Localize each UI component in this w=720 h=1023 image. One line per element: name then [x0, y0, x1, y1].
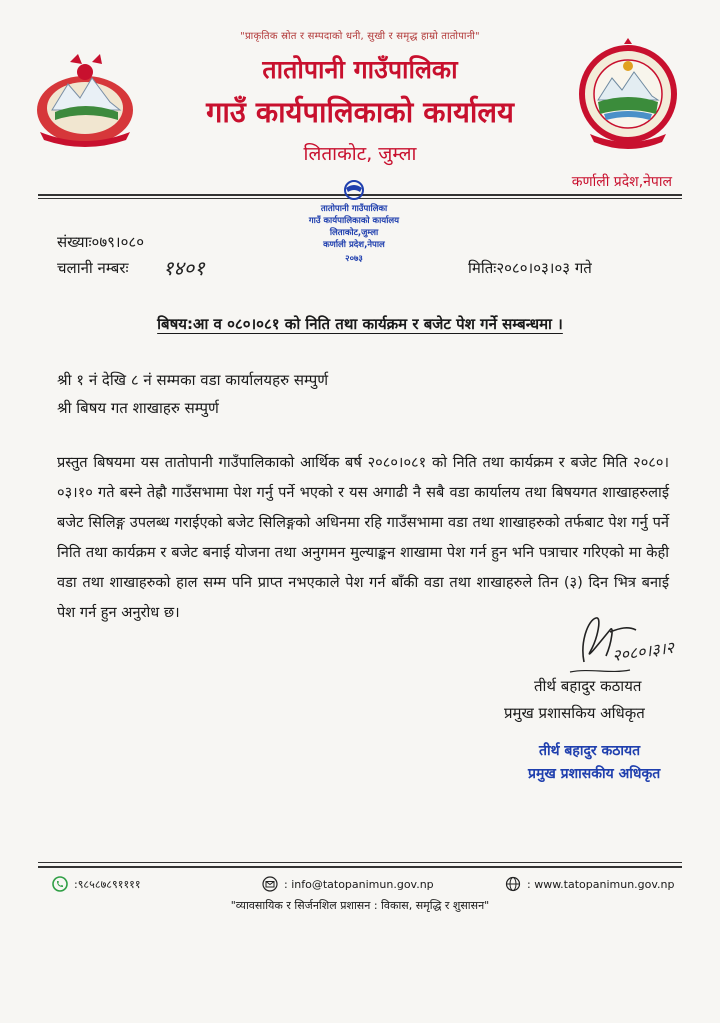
subject-line — [0, 314, 720, 334]
recipient-1: श्री १ नं देखि ८ नं सम्मका वडा कार्यालयहरु सम्पुर्ण — [57, 371, 329, 389]
name-stamp: तीर्थ बहादुर कठायत — [539, 743, 641, 759]
footer-email — [262, 876, 434, 892]
footer-rule-thin — [38, 862, 682, 863]
province-label: कर्णाली प्रदेश,नेपाल — [571, 174, 672, 190]
letter-body — [57, 448, 669, 628]
signatory-title: प्रमुख प्रशासकिय अधिकृत — [504, 704, 645, 722]
stamp-line-5: २०७३ — [345, 254, 363, 264]
phone-number: :९८५८७८९११११ — [74, 877, 141, 891]
reference-number: संख्याः०७९।०८० — [57, 233, 145, 251]
stamp-line-4: कर्णाली प्रदेश,नेपाल — [323, 240, 385, 250]
office-location: लिताकोट, जुम्ला — [303, 143, 417, 165]
municipality-name: तातोपानी गाउँपालिका — [262, 55, 458, 84]
email-address[interactable]: : info@tatopanimun.gov.np — [284, 877, 434, 891]
signatory-name: तीर्थ बहादुर कठायत — [534, 677, 642, 695]
stamp-line-3: लिताकोट,जुम्ला — [329, 228, 379, 238]
footer-website — [505, 876, 675, 892]
footer-slogan: "व्यावसायिक र सिर्जनशिल प्रशासन : विकास, समृद्धि र शुसासन" — [230, 899, 490, 912]
letter-date: मितिः२०८०।०३।०३ गते — [468, 259, 592, 277]
footer-phone — [52, 876, 141, 892]
whatsapp-phone-icon — [52, 876, 68, 892]
office-name: गाउँ कार्यपालिकाको कार्यालय — [206, 95, 514, 129]
dispatch-number-label: चलानी नम्बरः — [57, 259, 129, 277]
recipient-2: श्री बिषय गत शाखाहरु सम्पुर्ण — [57, 399, 219, 417]
stamp-line-2: गाउँ कार्यपालिकाको कार्यालय — [308, 216, 400, 226]
title-stamp: प्रमुख प्रशासकीय अधिकृत — [528, 766, 661, 782]
dispatch-number-handwritten: १४०१ — [163, 256, 205, 280]
letter-body-paragraph: प्रस्तुत बिषयमा यस तातोपानी गाउँपालिकाको आर्थिक बर्ष २०८०।०८१ को निति तथा कार्यक्रम र बजेट मिति २०८०।०३।१० गते बस्ने तेह्रौ गाउँसभामा पेश गर्नु पर्ने भएको र यस अगाढी नै सबै वडा कार्यालय तथा बिषयगत शाखाहरुलाई बजेट सिलिङ्ग उपलब्ध गराईएको बजेट सिलिङ्गको अधिनमा रहि गाउँसभामा वडा तथा शाखाहरुको तर्फबाट पेश गर्नु पर्ने निति तथा कार्यक्रम र बजेट बनाई योजना तथा अनुगमन मुल्याङ्कन शाखामा पेश गर्न हुन भनि पत्राचार गरिएको मा केही वडा तथा शाखाहरुको हाल सम्म पनि प्राप्त नभएकाले पेश गर्न बाँकी वडा तथा शाखाहरुले तिन (३) दिन भित्र बनाई पेश गर्न हुन अनुरोध छ। — [57, 454, 669, 621]
website-url[interactable]: : www.tatopanimun.gov.np — [527, 877, 675, 891]
globe-icon — [505, 876, 521, 892]
email-icon — [262, 876, 278, 892]
stamp-line-1: तातोपानी गाउँपालिका — [320, 204, 388, 214]
motto: "प्राकृतिक स्रोत र सम्पदाको धनी, सुखी र समृद्ध हाम्रो तातोपानी" — [240, 31, 480, 42]
footer-rule — [38, 866, 682, 868]
office-stamp — [300, 180, 408, 276]
signature-date: २०८०।३।२ — [611, 637, 676, 666]
subject-text: बिषय:आ व ०८०।०८१ को निति तथा कार्यक्रम र बजेट पेश गर्ने सम्बन्धमा । — [157, 315, 563, 333]
